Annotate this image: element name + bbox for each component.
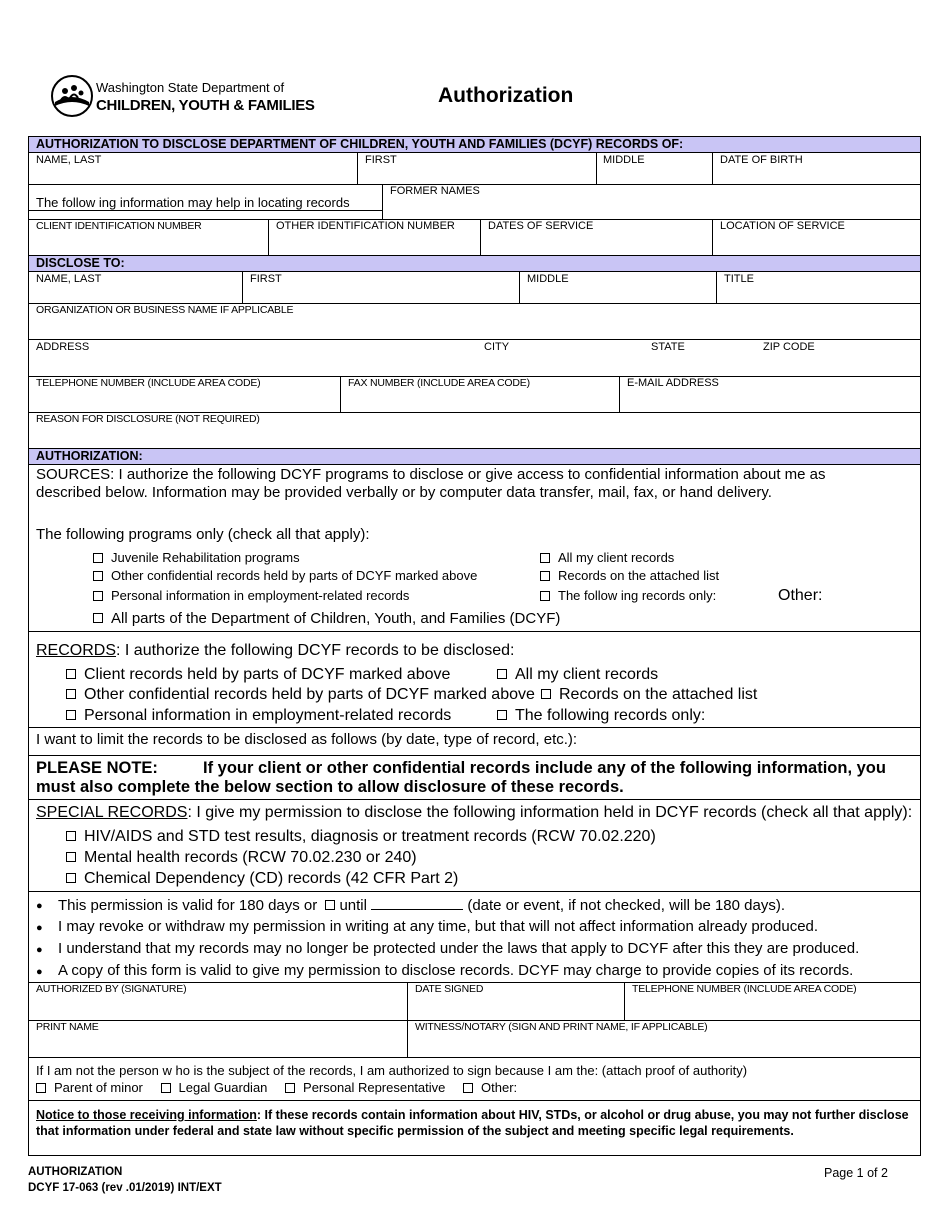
program-attached-list: Records on the attached list xyxy=(540,568,719,583)
checkbox[interactable] xyxy=(66,669,76,679)
program-following-only: The follow ing records only: xyxy=(540,588,716,603)
label-address: ADDRESS xyxy=(36,341,90,353)
label-recipient-fax: FAX NUMBER (INCLUDE AREA CODE) xyxy=(348,377,530,389)
checkbox[interactable] xyxy=(36,1083,46,1093)
checkbox[interactable] xyxy=(540,571,550,581)
records-intro: RECORDS: I authorize the following DCYF records to be disclosed: xyxy=(36,642,515,659)
please-note-line1: If your client or other confidential records include any of the following information, you xyxy=(203,759,886,777)
label-recipient-middle: MIDDLE xyxy=(527,273,569,285)
label-former-names: FORMER NAMES xyxy=(390,185,480,197)
footer-form-name: AUTHORIZATION xyxy=(28,1166,123,1178)
bullet-copy-valid: A copy of this form is valid to give my permission to disclose records. DCYF may charge to provide copies of its records. xyxy=(58,962,854,979)
agency-name-line2: CHILDREN, YOUTH & FAMILIES xyxy=(96,97,315,114)
label-organization: ORGANIZATION OR BUSINESS NAME IF APPLICABLE xyxy=(36,304,294,316)
special-chemical-dependency: Chemical Dependency (CD) records (42 CFR Part 2) xyxy=(66,869,458,888)
label-reason: REASON FOR DISCLOSURE (NOT REQUIRED) xyxy=(36,413,260,425)
checkbox[interactable] xyxy=(93,591,103,601)
special-records-intro: SPECIAL RECORDS: I give my permission to disclose the following information held in DCYF records (check all that apply): xyxy=(36,804,913,821)
checkbox[interactable] xyxy=(93,571,103,581)
checkbox[interactable] xyxy=(540,553,550,563)
checkbox[interactable] xyxy=(541,689,551,699)
label-recipient-email: E-MAIL ADDRESS xyxy=(627,377,719,389)
label-witness: WITNESS/NOTARY (SIGN AND PRINT NAME, IF APPLICABLE) xyxy=(415,1021,708,1033)
section-band-authorization: AUTHORIZATION: xyxy=(29,449,920,465)
label-signer-phone: TELEPHONE NUMBER (INCLUDE AREA CODE) xyxy=(632,983,857,995)
checkbox[interactable] xyxy=(285,1083,295,1093)
bullet-revoke: I may revoke or withdraw my permission in writing at any time, but that will not affect information already produced. xyxy=(58,918,819,935)
records-other-confidential: Other confidential records held by parts of DCYF marked above xyxy=(66,685,535,704)
until-date-field[interactable] xyxy=(371,896,463,910)
authority-parent: Parent of minor xyxy=(36,1080,143,1095)
label-recipient-first: FIRST xyxy=(250,273,282,285)
records-limit: I want to limit the records to be disclosed as follows (by date, type of record, etc.): xyxy=(36,731,578,748)
records-all-client: All my client records xyxy=(497,665,658,684)
authority-options xyxy=(36,1080,517,1095)
label-first: FIRST xyxy=(365,154,397,166)
checkbox[interactable] xyxy=(66,689,76,699)
label-client-id: CLIENT IDENTIFICATION NUMBER xyxy=(36,220,202,232)
label-zip: ZIP CODE xyxy=(763,341,815,353)
bullet-valid-period: This permission is valid for 180 days or until (date or event, if not checked, will be 180 days). xyxy=(58,897,786,914)
page-title: Authorization xyxy=(438,84,574,107)
label-location-of-service: LOCATION OF SERVICE xyxy=(720,220,845,232)
program-other-confidential: Other confidential records held by parts of DCYF marked above xyxy=(93,568,477,583)
checkbox[interactable] xyxy=(66,873,76,883)
programs-intro: The following programs only (check all that apply): xyxy=(36,526,370,543)
section-band-disclose-to: DISCLOSE TO: xyxy=(29,256,920,272)
records-personal-info: Personal information in employment-related records xyxy=(66,706,451,725)
label-other-id: OTHER IDENTIFICATION NUMBER xyxy=(276,220,455,232)
program-personal-info: Personal information in employment-related records xyxy=(93,588,409,603)
program-juvenile: Juvenile Rehabilitation programs xyxy=(93,550,300,565)
label-authorized-by: AUTHORIZED BY (SIGNATURE) xyxy=(36,983,187,995)
checkbox[interactable] xyxy=(66,831,76,841)
label-recipient-name-last: NAME, LAST xyxy=(36,273,102,285)
label-city: CITY xyxy=(484,341,510,353)
label-state: STATE xyxy=(651,341,685,353)
authorization-form: AUTHORIZATION TO DISCLOSE DEPARTMENT OF CHILDREN, YOUTH AND FAMILIES (DCYF) RECORDS OF: NAME, LAST FIRST MIDDLE DATE OF BIRTH FORMER NAMES The follow ing information may help in locating records CLIENT IDENTIFICATION NUMBER OTHER IDENTIFICATION NUMBER DATES OF SERVICE LOCATION OF SERVICE DISCLOSE TO: NAME, LAST FIRST MIDDLE TITLE ORGANIZATION OR BUSINESS NAME IF APPLICABLE ADDRESS CITY STATE ZIP CODE TELEPHONE NUMBER (INCLUDE AREA CODE) FAX NUMBER (INCLUDE AREA CODE) E-MAIL ADDRESS REASON FOR DISCLOSURE (NOT REQUIRED) AUTHORIZATION: SOURCES: I authorize the following DCYF programs to disclose or give access to confidential information about me as described below. Information may be provided verbally or by computer data transfer, mail, fax, or hand delivery. The following programs only (check all that apply): Juvenile Rehabilitation programs Other confidential records held by parts of DCYF marked above Personal information in employment-related records All parts of the Department of Children, Youth, and Families (DCYF) All my client records Records on the attached list The follow ing records only: Other: RECORDS: I authorize the following DCYF records to be disclosed: Client records held by parts of DCYF marked above Other confidential records held by parts of DCYF marked above Personal information in employment-related records All my client records Records on the attached list The following records only: I want to limit the records to be disclosed as follows (by date, type of record, etc.): PLEASE NOTE: If your client or other confidential records include any of the following information, you must also complete the below section to allow disclosure of these records. SPECIAL RECORDS: I give my permission to disclose the following information held in DCYF records (check all that apply): HIV/AIDS and STD test results, diagnosis or treatment records (RCW 70.02.220) Mental health records (RCW 70.02.230 or 240) Chemical Dependency (CD) records (42 CFR Part 2) ● This permission is valid for 180 days or until (date or event, if not checked, will be 180 days). ● I may revoke or withdraw my permission in writing at any time, but that will not affect information already produced. ● I understand that my records may no longer be protected under the laws that apply to DCYF after this they are produced. ● A copy of this form is valid to give my permission to disclose records. DCYF may charge to provide copies of its records. AUTHORIZED BY (SIGNATURE) DATE SIGNED TELEPHONE NUMBER (INCLUDE AREA CODE) PRINT NAME WITNESS/NOTARY (SIGN AND PRINT NAME, IF APPLICABLE) If I am not the person w ho is the subject of the records, I am authorized to sign because I am the: (attach proof of authority) Parent of minor Legal Guardian Personal Representative Other: Notice to those receiving information: If these records contain information about HIV, STDs, or alcohol or drug abuse, you may not further disclose that information under federal and state law without specific permission of the subject and meeting specific legal requirements. xyxy=(28,136,921,1156)
special-hiv: HIV/AIDS and STD test results, diagnosis or treatment records (RCW 70.02.220) xyxy=(66,827,656,846)
label-print-name: PRINT NAME xyxy=(36,1021,99,1033)
agency-name-line1: Washington State Department of xyxy=(96,80,285,95)
program-all-parts: All parts of the Department of Children, Youth, and Families (DCYF) xyxy=(93,610,560,628)
authority-other: Other: xyxy=(463,1080,517,1095)
authority-representative: Personal Representative xyxy=(285,1080,445,1095)
records-attached-list: Records on the attached list xyxy=(541,685,757,704)
checkbox[interactable] xyxy=(497,669,507,679)
label-date-signed: DATE SIGNED xyxy=(415,983,484,995)
checkbox[interactable] xyxy=(93,553,103,563)
notice-text: Notice to those receiving information: If these records contain information about HIV, STDs, or alcohol or drug abuse, you may not further disclose that information under federal and state law without specific permission of the subject and meeting specific legal requirements. xyxy=(36,1108,909,1138)
please-note-label: PLEASE NOTE: xyxy=(36,759,158,777)
checkbox[interactable] xyxy=(93,613,103,623)
checkbox[interactable] xyxy=(463,1083,473,1093)
label-dob: DATE OF BIRTH xyxy=(720,154,803,166)
checkbox[interactable] xyxy=(540,591,550,601)
special-mental-health: Mental health records (RCW 70.02.230 or 240) xyxy=(66,848,417,867)
checkbox[interactable] xyxy=(66,852,76,862)
label-middle: MIDDLE xyxy=(603,154,645,166)
section-band-records-of: AUTHORIZATION TO DISCLOSE DEPARTMENT OF CHILDREN, YOUTH AND FAMILIES (DCYF) RECORDS OF: xyxy=(29,137,920,153)
program-all-client: All my client records xyxy=(540,550,674,565)
checkbox[interactable] xyxy=(497,710,507,720)
program-other-label: Other: xyxy=(778,587,823,604)
label-recipient-title: TITLE xyxy=(724,273,754,285)
label-recipient-phone: TELEPHONE NUMBER (INCLUDE AREA CODE) xyxy=(36,377,261,389)
sources-line1: SOURCES: I authorize the following DCYF programs to disclose or give access to confidential information about me as xyxy=(36,466,826,483)
checkbox[interactable] xyxy=(66,710,76,720)
agency-logo xyxy=(50,74,94,118)
checkbox[interactable] xyxy=(161,1083,171,1093)
label-name-last: NAME, LAST xyxy=(36,154,102,166)
sources-line2: described below. Information may be provided verbally or by computer data transfer, mail, fax, or hand delivery. xyxy=(36,484,772,501)
label-dates-of-service: DATES OF SERVICE xyxy=(488,220,594,232)
please-note-line2: must also complete the below section to allow disclosure of these records. xyxy=(36,778,624,796)
bullet-protection: I understand that my records may no longer be protected under the laws that apply to DCYF after this they are produced. xyxy=(58,940,860,957)
authority-intro: If I am not the person w ho is the subject of the records, I am authorized to sign because I am the: (attach proof of authority) xyxy=(36,1063,748,1078)
records-following-only: The following records only: xyxy=(497,706,705,725)
locating-note: The follow ing information may help in locating records xyxy=(36,195,350,210)
authority-guardian: Legal Guardian xyxy=(161,1080,268,1095)
footer-form-number: DCYF 17-063 (rev .01/2019) INT/EXT xyxy=(28,1182,222,1194)
footer-page-number: Page 1 of 2 xyxy=(824,1166,888,1180)
records-client-parts: Client records held by parts of DCYF marked above xyxy=(66,665,450,684)
checkbox[interactable] xyxy=(325,900,335,910)
